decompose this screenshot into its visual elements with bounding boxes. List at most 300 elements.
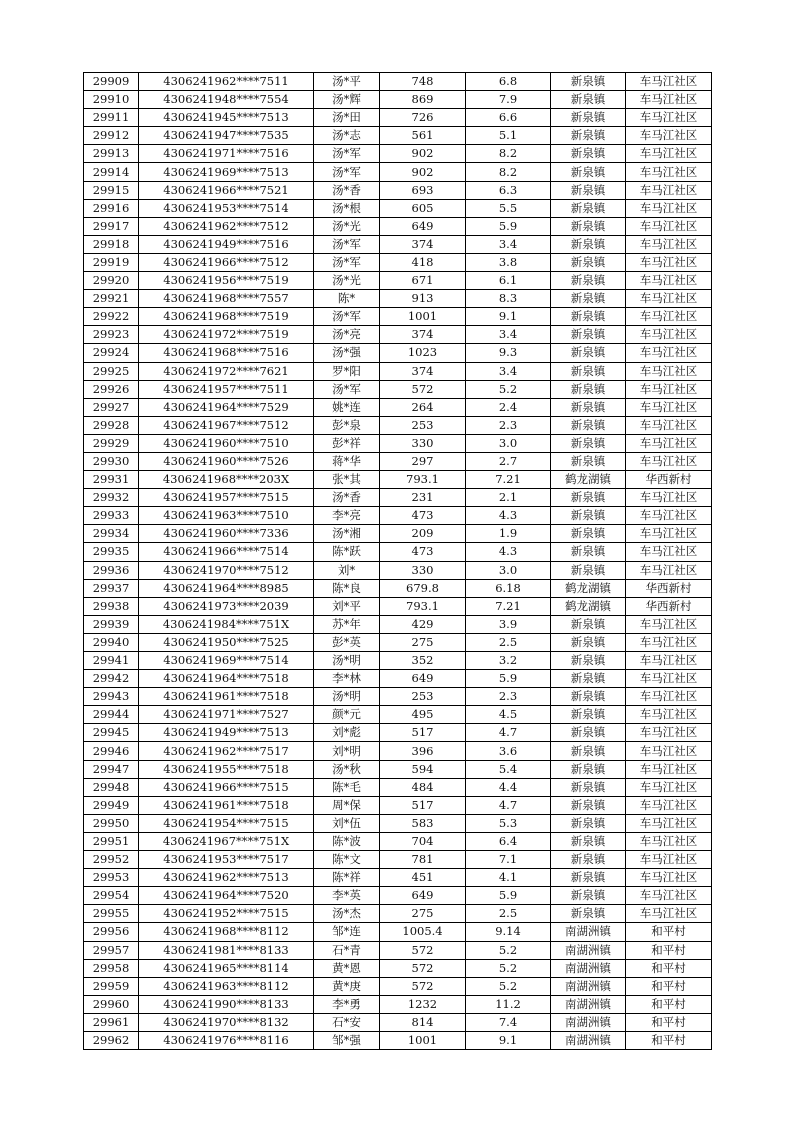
amount-cell: 902 (380, 163, 466, 181)
amount-cell: 374 (380, 326, 466, 344)
id-number-cell: 4306241949****7516 (139, 235, 314, 253)
town-cell: 新泉镇 (551, 905, 626, 923)
amount-cell: 572 (380, 977, 466, 995)
row-number-cell: 29930 (84, 452, 139, 470)
table-row (84, 706, 712, 724)
name-cell: 汤*志 (314, 127, 380, 145)
town-cell: 新泉镇 (551, 652, 626, 670)
amount-cell: 793.1 (380, 471, 466, 489)
village-cell: 车马江社区 (626, 326, 712, 344)
table-row (84, 652, 712, 670)
value-cell: 8.2 (466, 163, 551, 181)
table-row (84, 163, 712, 181)
amount-cell: 473 (380, 543, 466, 561)
id-number-cell: 4306241964****7518 (139, 670, 314, 688)
row-number-cell: 29912 (84, 127, 139, 145)
row-number-cell: 29926 (84, 380, 139, 398)
value-cell: 5.4 (466, 760, 551, 778)
id-number-cell: 4306241966****7514 (139, 543, 314, 561)
village-cell: 华西新村 (626, 471, 712, 489)
village-cell: 车马江社区 (626, 362, 712, 380)
id-number-cell: 4306241955****7518 (139, 760, 314, 778)
table-row (84, 923, 712, 941)
town-cell: 新泉镇 (551, 398, 626, 416)
name-cell: 汤*秋 (314, 760, 380, 778)
name-cell: 汤*军 (314, 253, 380, 271)
value-cell: 3.4 (466, 362, 551, 380)
amount-cell: 693 (380, 181, 466, 199)
id-number-cell: 4306241954****7515 (139, 814, 314, 832)
table-row (84, 561, 712, 579)
value-cell: 6.3 (466, 181, 551, 199)
id-number-cell: 4306241984****751X (139, 615, 314, 633)
amount-cell: 451 (380, 869, 466, 887)
id-number-cell: 4306241962****7517 (139, 742, 314, 760)
id-number-cell: 4306241957****7511 (139, 380, 314, 398)
name-cell: 刘*平 (314, 597, 380, 615)
table-row (84, 1013, 712, 1031)
row-number-cell: 29961 (84, 1013, 139, 1031)
village-cell: 车马江社区 (626, 416, 712, 434)
amount-cell: 649 (380, 670, 466, 688)
records-table-body (84, 73, 712, 1050)
town-cell: 新泉镇 (551, 452, 626, 470)
id-number-cell: 4306241972****7621 (139, 362, 314, 380)
table-row (84, 796, 712, 814)
village-cell: 车马江社区 (626, 760, 712, 778)
value-cell: 5.9 (466, 887, 551, 905)
row-number-cell: 29918 (84, 235, 139, 253)
amount-cell: 253 (380, 416, 466, 434)
value-cell: 6.18 (466, 579, 551, 597)
id-number-cell: 4306241949****7513 (139, 724, 314, 742)
table-row (84, 1031, 712, 1049)
village-cell: 和平村 (626, 977, 712, 995)
row-number-cell: 29910 (84, 91, 139, 109)
village-cell: 车马江社区 (626, 778, 712, 796)
table-row (84, 869, 712, 887)
table-row (84, 670, 712, 688)
town-cell: 新泉镇 (551, 832, 626, 850)
id-number-cell: 4306241953****7514 (139, 199, 314, 217)
name-cell: 汤*军 (314, 235, 380, 253)
amount-cell: 473 (380, 507, 466, 525)
table-row (84, 688, 712, 706)
row-number-cell: 29925 (84, 362, 139, 380)
amount-cell: 649 (380, 217, 466, 235)
village-cell: 华西新村 (626, 579, 712, 597)
village-cell: 车马江社区 (626, 253, 712, 271)
id-number-cell: 4306241968****203X (139, 471, 314, 489)
table-row (84, 398, 712, 416)
value-cell: 6.8 (466, 73, 551, 91)
town-cell: 新泉镇 (551, 73, 626, 91)
row-number-cell: 29958 (84, 959, 139, 977)
name-cell: 石*安 (314, 1013, 380, 1031)
village-cell: 车马江社区 (626, 742, 712, 760)
town-cell: 新泉镇 (551, 742, 626, 760)
row-number-cell: 29946 (84, 742, 139, 760)
amount-cell: 517 (380, 796, 466, 814)
id-number-cell: 4306241966****7515 (139, 778, 314, 796)
row-number-cell: 29920 (84, 272, 139, 290)
amount-cell: 264 (380, 398, 466, 416)
amount-cell: 253 (380, 688, 466, 706)
village-cell: 车马江社区 (626, 832, 712, 850)
name-cell: 姚*连 (314, 398, 380, 416)
town-cell: 新泉镇 (551, 109, 626, 127)
amount-cell: 748 (380, 73, 466, 91)
row-number-cell: 29950 (84, 814, 139, 832)
table-row (84, 199, 712, 217)
table-row (84, 941, 712, 959)
id-number-cell: 4306241968****7516 (139, 344, 314, 362)
name-cell: 苏*年 (314, 615, 380, 633)
table-row (84, 109, 712, 127)
name-cell: 汤*田 (314, 109, 380, 127)
table-row (84, 832, 712, 850)
value-cell: 4.1 (466, 869, 551, 887)
amount-cell: 330 (380, 434, 466, 452)
table-row (84, 471, 712, 489)
name-cell: 汤*根 (314, 199, 380, 217)
name-cell: 彭*泉 (314, 416, 380, 434)
table-row (84, 814, 712, 832)
name-cell: 汤*杰 (314, 905, 380, 923)
row-number-cell: 29917 (84, 217, 139, 235)
table-row (84, 507, 712, 525)
name-cell: 张*其 (314, 471, 380, 489)
value-cell: 5.2 (466, 941, 551, 959)
amount-cell: 781 (380, 851, 466, 869)
id-number-cell: 4306241964****7520 (139, 887, 314, 905)
id-number-cell: 4306241960****7510 (139, 434, 314, 452)
village-cell: 和平村 (626, 959, 712, 977)
name-cell: 陈*跃 (314, 543, 380, 561)
table-row (84, 525, 712, 543)
town-cell: 新泉镇 (551, 253, 626, 271)
value-cell: 3.9 (466, 615, 551, 633)
amount-cell: 297 (380, 452, 466, 470)
amount-cell: 649 (380, 887, 466, 905)
value-cell: 3.0 (466, 434, 551, 452)
value-cell: 3.0 (466, 561, 551, 579)
village-cell: 车马江社区 (626, 398, 712, 416)
amount-cell: 374 (380, 235, 466, 253)
id-number-cell: 4306241952****7515 (139, 905, 314, 923)
id-number-cell: 4306241965****8114 (139, 959, 314, 977)
row-number-cell: 29922 (84, 308, 139, 326)
id-number-cell: 4306241960****7336 (139, 525, 314, 543)
table-row (84, 290, 712, 308)
name-cell: 刘*明 (314, 742, 380, 760)
town-cell: 南湖洲镇 (551, 959, 626, 977)
id-number-cell: 4306241961****7518 (139, 796, 314, 814)
town-cell: 鹤龙湖镇 (551, 471, 626, 489)
amount-cell: 793.1 (380, 597, 466, 615)
table-row (84, 344, 712, 362)
value-cell: 7.21 (466, 597, 551, 615)
table-row (84, 597, 712, 615)
amount-cell: 231 (380, 489, 466, 507)
town-cell: 新泉镇 (551, 633, 626, 651)
table-row (84, 851, 712, 869)
value-cell: 9.1 (466, 1031, 551, 1049)
amount-cell: 209 (380, 525, 466, 543)
row-number-cell: 29942 (84, 670, 139, 688)
value-cell: 3.6 (466, 742, 551, 760)
town-cell: 新泉镇 (551, 416, 626, 434)
town-cell: 新泉镇 (551, 507, 626, 525)
row-number-cell: 29962 (84, 1031, 139, 1049)
row-number-cell: 29921 (84, 290, 139, 308)
town-cell: 新泉镇 (551, 199, 626, 217)
amount-cell: 572 (380, 380, 466, 398)
id-number-cell: 4306241947****7535 (139, 127, 314, 145)
name-cell: 石*青 (314, 941, 380, 959)
amount-cell: 1001 (380, 1031, 466, 1049)
table-row (84, 380, 712, 398)
value-cell: 11.2 (466, 995, 551, 1013)
id-number-cell: 4306241967****751X (139, 832, 314, 850)
town-cell: 新泉镇 (551, 163, 626, 181)
row-number-cell: 29944 (84, 706, 139, 724)
town-cell: 新泉镇 (551, 778, 626, 796)
table-row (84, 778, 712, 796)
id-number-cell: 4306241945****7513 (139, 109, 314, 127)
id-number-cell: 4306241970****7512 (139, 561, 314, 579)
amount-cell: 583 (380, 814, 466, 832)
village-cell: 车马江社区 (626, 127, 712, 145)
village-cell: 车马江社区 (626, 869, 712, 887)
village-cell: 车马江社区 (626, 724, 712, 742)
value-cell: 8.2 (466, 145, 551, 163)
table-row (84, 326, 712, 344)
id-number-cell: 4306241960****7526 (139, 452, 314, 470)
table-row (84, 489, 712, 507)
village-cell: 车马江社区 (626, 525, 712, 543)
table-row (84, 977, 712, 995)
name-cell: 李*林 (314, 670, 380, 688)
value-cell: 4.7 (466, 796, 551, 814)
value-cell: 4.7 (466, 724, 551, 742)
row-number-cell: 29951 (84, 832, 139, 850)
value-cell: 2.5 (466, 905, 551, 923)
table-row (84, 579, 712, 597)
id-number-cell: 4306241962****7511 (139, 73, 314, 91)
row-number-cell: 29923 (84, 326, 139, 344)
row-number-cell: 29939 (84, 615, 139, 633)
amount-cell: 275 (380, 905, 466, 923)
row-number-cell: 29948 (84, 778, 139, 796)
town-cell: 新泉镇 (551, 235, 626, 253)
name-cell: 陈* (314, 290, 380, 308)
village-cell: 车马江社区 (626, 199, 712, 217)
value-cell: 5.2 (466, 380, 551, 398)
id-number-cell: 4306241966****7521 (139, 181, 314, 199)
row-number-cell: 29933 (84, 507, 139, 525)
name-cell: 汤*明 (314, 652, 380, 670)
amount-cell: 396 (380, 742, 466, 760)
village-cell: 车马江社区 (626, 163, 712, 181)
village-cell: 车马江社区 (626, 181, 712, 199)
village-cell: 车马江社区 (626, 73, 712, 91)
town-cell: 南湖洲镇 (551, 995, 626, 1013)
name-cell: 陈*祥 (314, 869, 380, 887)
town-cell: 新泉镇 (551, 91, 626, 109)
amount-cell: 1005.4 (380, 923, 466, 941)
table-row (84, 995, 712, 1013)
town-cell: 新泉镇 (551, 887, 626, 905)
town-cell: 新泉镇 (551, 796, 626, 814)
village-cell: 车马江社区 (626, 706, 712, 724)
town-cell: 新泉镇 (551, 688, 626, 706)
amount-cell: 374 (380, 362, 466, 380)
id-number-cell: 4306241976****8116 (139, 1031, 314, 1049)
name-cell: 陈*毛 (314, 778, 380, 796)
value-cell: 2.1 (466, 489, 551, 507)
name-cell: 汤*军 (314, 380, 380, 398)
town-cell: 新泉镇 (551, 127, 626, 145)
town-cell: 新泉镇 (551, 217, 626, 235)
id-number-cell: 4306241973****2039 (139, 597, 314, 615)
value-cell: 2.3 (466, 688, 551, 706)
row-number-cell: 29945 (84, 724, 139, 742)
town-cell: 新泉镇 (551, 344, 626, 362)
records-table (83, 72, 712, 1050)
id-number-cell: 4306241990****8133 (139, 995, 314, 1013)
value-cell: 3.4 (466, 326, 551, 344)
amount-cell: 561 (380, 127, 466, 145)
town-cell: 新泉镇 (551, 814, 626, 832)
value-cell: 7.4 (466, 1013, 551, 1031)
town-cell: 南湖洲镇 (551, 941, 626, 959)
id-number-cell: 4306241968****7519 (139, 308, 314, 326)
town-cell: 新泉镇 (551, 489, 626, 507)
table-row (84, 235, 712, 253)
id-number-cell: 4306241948****7554 (139, 91, 314, 109)
name-cell: 汤*香 (314, 181, 380, 199)
town-cell: 新泉镇 (551, 724, 626, 742)
village-cell: 车马江社区 (626, 217, 712, 235)
town-cell: 新泉镇 (551, 290, 626, 308)
table-row (84, 760, 712, 778)
village-cell: 车马江社区 (626, 272, 712, 290)
town-cell: 鹤龙湖镇 (551, 579, 626, 597)
name-cell: 刘*彪 (314, 724, 380, 742)
name-cell: 陈*波 (314, 832, 380, 850)
amount-cell: 429 (380, 615, 466, 633)
value-cell: 2.3 (466, 416, 551, 434)
value-cell: 5.3 (466, 814, 551, 832)
value-cell: 6.4 (466, 832, 551, 850)
row-number-cell: 29913 (84, 145, 139, 163)
name-cell: 邹*连 (314, 923, 380, 941)
id-number-cell: 4306241968****7557 (139, 290, 314, 308)
village-cell: 车马江社区 (626, 91, 712, 109)
table-row (84, 416, 712, 434)
id-number-cell: 4306241968****8112 (139, 923, 314, 941)
village-cell: 车马江社区 (626, 507, 712, 525)
amount-cell: 484 (380, 778, 466, 796)
value-cell: 3.2 (466, 652, 551, 670)
town-cell: 新泉镇 (551, 670, 626, 688)
town-cell: 新泉镇 (551, 869, 626, 887)
value-cell: 4.3 (466, 543, 551, 561)
table-row (84, 742, 712, 760)
value-cell: 9.1 (466, 308, 551, 326)
value-cell: 4.5 (466, 706, 551, 724)
name-cell: 汤*湘 (314, 525, 380, 543)
row-number-cell: 29952 (84, 851, 139, 869)
village-cell: 车马江社区 (626, 905, 712, 923)
amount-cell: 594 (380, 760, 466, 778)
table-row (84, 434, 712, 452)
row-number-cell: 29914 (84, 163, 139, 181)
village-cell: 车马江社区 (626, 561, 712, 579)
value-cell: 3.8 (466, 253, 551, 271)
id-number-cell: 4306241966****7512 (139, 253, 314, 271)
amount-cell: 605 (380, 199, 466, 217)
amount-cell: 671 (380, 272, 466, 290)
id-number-cell: 4306241963****8112 (139, 977, 314, 995)
amount-cell: 679.8 (380, 579, 466, 597)
row-number-cell: 29936 (84, 561, 139, 579)
name-cell: 汤*亮 (314, 326, 380, 344)
name-cell: 汤*军 (314, 145, 380, 163)
town-cell: 新泉镇 (551, 181, 626, 199)
town-cell: 新泉镇 (551, 760, 626, 778)
value-cell: 5.9 (466, 217, 551, 235)
village-cell: 和平村 (626, 1013, 712, 1031)
table-row (84, 543, 712, 561)
row-number-cell: 29932 (84, 489, 139, 507)
amount-cell: 275 (380, 633, 466, 651)
id-number-cell: 4306241964****7529 (139, 398, 314, 416)
row-number-cell: 29938 (84, 597, 139, 615)
value-cell: 5.2 (466, 977, 551, 995)
name-cell: 汤*军 (314, 163, 380, 181)
value-cell: 3.4 (466, 235, 551, 253)
amount-cell: 418 (380, 253, 466, 271)
row-number-cell: 29931 (84, 471, 139, 489)
amount-cell: 869 (380, 91, 466, 109)
row-number-cell: 29955 (84, 905, 139, 923)
village-cell: 车马江社区 (626, 235, 712, 253)
row-number-cell: 29915 (84, 181, 139, 199)
amount-cell: 517 (380, 724, 466, 742)
name-cell: 颜*元 (314, 706, 380, 724)
table-row (84, 887, 712, 905)
name-cell: 李*勇 (314, 995, 380, 1013)
row-number-cell: 29928 (84, 416, 139, 434)
name-cell: 汤*光 (314, 272, 380, 290)
town-cell: 新泉镇 (551, 326, 626, 344)
value-cell: 5.1 (466, 127, 551, 145)
table-row (84, 615, 712, 633)
table-row (84, 181, 712, 199)
name-cell: 刘*伍 (314, 814, 380, 832)
amount-cell: 814 (380, 1013, 466, 1031)
town-cell: 新泉镇 (551, 272, 626, 290)
table-row (84, 724, 712, 742)
id-number-cell: 4306241969****7513 (139, 163, 314, 181)
table-row (84, 308, 712, 326)
row-number-cell: 29957 (84, 941, 139, 959)
id-number-cell: 4306241967****7512 (139, 416, 314, 434)
id-number-cell: 4306241953****7517 (139, 851, 314, 869)
row-number-cell: 29959 (84, 977, 139, 995)
